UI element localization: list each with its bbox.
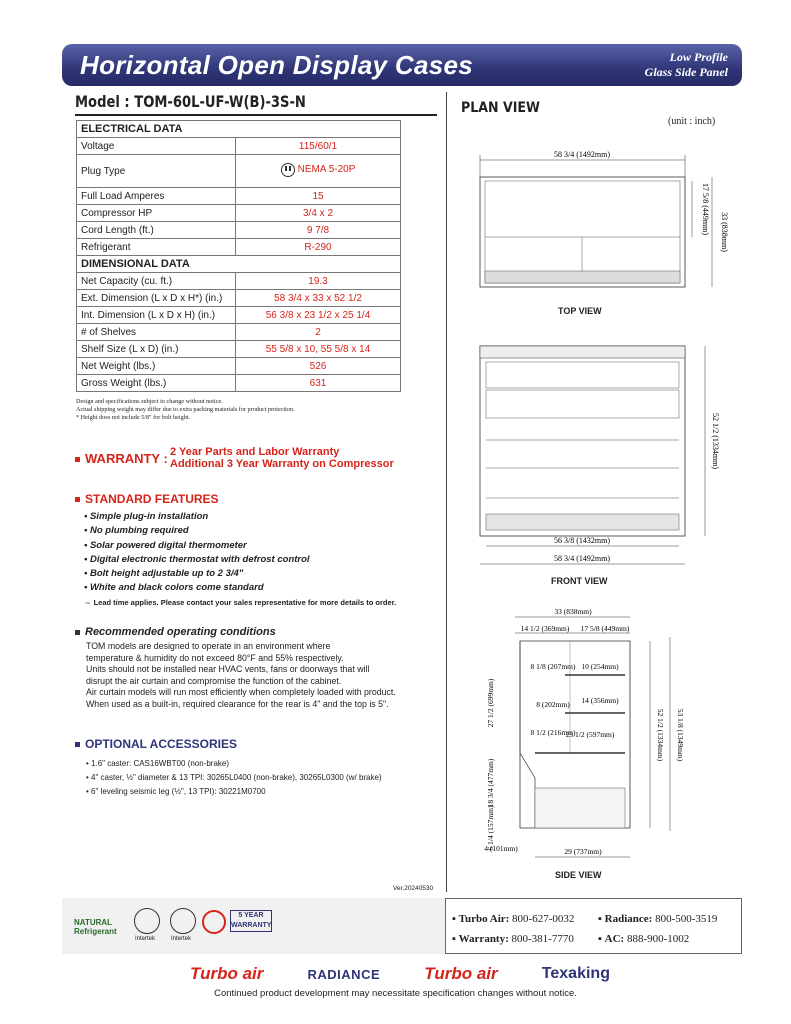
shelf-gap-1-dim: 8 1/8 (207mm): [530, 662, 576, 671]
bullet-square-icon: [75, 457, 80, 462]
spec-value: 56 3/8 x 23 1/2 x 25 1/4: [236, 307, 401, 324]
contact-item: ▪ Radiance: 800-500-3519: [598, 913, 718, 925]
spec-value: 2: [236, 324, 401, 341]
lead-time-note: ⇔ Lead time applies. Please contact your sales representative for more details to order.: [84, 597, 397, 607]
text-line: When used as a built-in, required clearance for the rear is 4" and the top is 5".: [86, 698, 389, 709]
top-depth-inner-dim: 17 5/8 (449mm): [701, 183, 710, 235]
column-divider: [446, 92, 447, 892]
front-view-caption: FRONT VIEW: [551, 576, 608, 586]
warranty-line-1: 2 Year Parts and Labor Warranty: [170, 446, 340, 458]
side-view-caption: SIDE VIEW: [555, 870, 602, 880]
side-right-h2-dim: 53 1/8 (1349mm): [676, 708, 685, 762]
spec-label: Full Load Amperes: [77, 188, 236, 205]
intertek-label: Intertek: [171, 936, 192, 942]
spec-value: 58 3/4 x 33 x 52 1/2: [236, 290, 401, 307]
spec-value: 15: [236, 188, 401, 205]
list-item: • 4" caster, ½" diameter & 13 TPI: 30265L0400 (non-brake), 30265L0300 (w/ brake): [86, 773, 382, 782]
standard-features-list: [84, 510, 396, 610]
spec-label: # of Shelves: [77, 324, 236, 341]
spec-label: Gross Weight (lbs.): [77, 375, 236, 392]
side-left-top-dim: 14 1/2 (369mm): [520, 624, 570, 633]
table-row: [77, 290, 401, 307]
table-row: [77, 358, 401, 375]
accessories-list: [86, 757, 382, 799]
note-line: * Height does not include 5/8" for bolt height.: [76, 414, 191, 421]
texaking-logo: Texaking: [541, 965, 610, 982]
spec-label: Cord Length (ft.): [77, 222, 236, 239]
contact-list: [452, 909, 717, 949]
spec-value: 631: [236, 375, 401, 392]
spec-label: Voltage: [77, 138, 236, 155]
natural-refrigerant-badge: [74, 918, 117, 936]
text-line: Air curtain models will run most efficiently when completely loaded with product.: [86, 687, 396, 698]
spec-value: 526: [236, 358, 401, 375]
spec-label: Int. Dimension (L x D x H) (in.): [77, 307, 236, 324]
dimensional-header: DIMENSIONAL DATA: [77, 256, 401, 273]
optional-accessories-heading: OPTIONAL ACCESSORIES: [75, 737, 237, 751]
five-year-warranty-badge: [230, 910, 272, 932]
badge-text: WARRANTY: [231, 922, 272, 929]
header-banner: [62, 44, 742, 86]
radiance-logo: RADIANCE: [307, 966, 381, 982]
bullet-square-icon: [75, 497, 80, 502]
subtitle-line-2: Glass Side Panel: [644, 65, 728, 79]
text-line: disrupt the air curtain and compromise the function of the cabinet.: [86, 675, 342, 686]
spec-label: Refrigerant: [77, 239, 236, 256]
side-base-offset-dim: 4 (101mm): [484, 844, 518, 853]
spec-value: 3/4 x 2: [236, 205, 401, 222]
side-left-upper-dim: 27 1/2 (699mm): [486, 678, 495, 728]
side-bottom-width-dim: 29 (737mm): [564, 847, 602, 856]
bullet-square-icon: [75, 630, 80, 635]
text-line: Units should not be installed near HVAC vents, fans or doorways that will: [86, 664, 370, 675]
side-view-drawing: [465, 603, 745, 868]
note-line: Design and specifications subject to change without notice.: [76, 398, 223, 405]
standard-features-heading: STANDARD FEATURES: [75, 492, 219, 506]
text-line: temperature & humidity do not exceed 80°F and 55% respectively.: [86, 652, 344, 663]
recommended-text: [86, 641, 446, 711]
spec-label: Shelf Size (L x D) (in.): [77, 341, 236, 358]
list-item: • 6" leveling seismic leg (½", 13 TPI): 30221M0700: [86, 787, 266, 796]
table-row: [77, 138, 401, 155]
list-item: • Bolt height adjustable up to 2 3/4": [84, 568, 244, 580]
badge-text: NATURAL: [74, 918, 113, 927]
top-view-caption: TOP VIEW: [558, 306, 602, 316]
table-row: [77, 155, 401, 188]
plug-type-value: NEMA 5-20P: [297, 164, 356, 175]
spec-value: 55 5/8 x 10, 55 5/8 x 14: [236, 341, 401, 358]
side-right-h1-dim: 52 1/2 (1334mm): [656, 708, 665, 762]
table-row: [77, 324, 401, 341]
side-right-top-dim: 17 5/8 (449mm): [580, 624, 630, 633]
bottom-disclaimer: Continued product development may necessitate specification changes without notice.: [214, 988, 577, 999]
subtitle-line-1: Low Profile: [669, 50, 728, 64]
table-row: [77, 273, 401, 290]
fine-print-notes: [76, 398, 416, 422]
spec-table: [76, 120, 401, 392]
warranty-seal-icon: [202, 910, 226, 934]
top-depth-total-dim: 33 (838mm): [720, 212, 729, 252]
text-line: TOM models are designed to operate in an environment where: [86, 641, 331, 651]
spec-label: Ext. Dimension (L x D x H*) (in.): [77, 290, 236, 307]
shelf-gap-2-dim: 8 (202mm): [536, 700, 570, 709]
spec-value: 19.3: [236, 273, 401, 290]
page-subtitle: [645, 50, 728, 80]
list-item: • 1.6" caster: CAS16WBT00 (non-brake): [86, 759, 230, 768]
model-underline: [75, 114, 437, 116]
model-number: Model : TOM-60L-UF-W(B)-3S-N: [75, 92, 306, 111]
front-view-drawing: [460, 338, 740, 573]
table-row: [77, 307, 401, 324]
shelf-depth-1-dim: 10 (254mm): [581, 662, 619, 671]
front-outer-width-dim: 58 3/4 (1492mm): [554, 554, 610, 563]
etl-sanitation-logo-icon: [170, 908, 196, 934]
spec-value: R-290: [236, 239, 401, 256]
version-label: Ver.20240530: [393, 885, 434, 892]
note-line: Actual shipping weight may differ due to extra packing materials for product protection.: [76, 406, 295, 413]
page-title: Horizontal Open Display Cases: [80, 50, 474, 80]
electrical-header: ELECTRICAL DATA: [77, 121, 401, 138]
turbo-air-logo-2: Turbo air: [424, 964, 498, 983]
front-inner-width-dim: 56 3/8 (1432mm): [554, 536, 610, 545]
table-row: [77, 341, 401, 358]
list-item: • Solar powered digital thermometer: [84, 539, 247, 551]
recommended-heading: Recommended operating conditions: [75, 626, 276, 638]
certification-strip: [62, 898, 446, 954]
list-item: • Digital electronic thermostat with defrost control: [84, 553, 310, 565]
warranty-label: WARRANTY :: [75, 451, 168, 466]
intertek-label: Intertek: [135, 936, 156, 942]
contact-item: ▪ Turbo Air: 800-627-0032: [452, 913, 575, 925]
side-top-width-dim: 33 (838mm): [554, 607, 592, 616]
table-row: [77, 205, 401, 222]
spec-label: Net Weight (lbs.): [77, 358, 236, 375]
top-width-dim: 58 3/4 (1492mm): [554, 150, 610, 159]
brand-logos: [190, 962, 610, 986]
table-row: [77, 239, 401, 256]
spec-label: Net Capacity (cu. ft.): [77, 273, 236, 290]
unit-label: (unit : inch): [668, 116, 716, 127]
plan-view-title: PLAN VIEW: [461, 100, 540, 116]
warranty-line-2: Additional 3 Year Warranty on Compressor: [170, 458, 394, 470]
spec-value: 115/60/1: [236, 138, 401, 155]
contact-item: ▪ AC: 888-900-1002: [598, 933, 690, 945]
list-item: • Simple plug-in installation: [84, 511, 209, 522]
table-row: [77, 375, 401, 392]
plug-icon: [281, 163, 295, 177]
bullet-square-icon: [75, 742, 80, 747]
side-left-base-dim: 6 1/4 (157mm): [486, 805, 495, 851]
spec-value-plug: [236, 155, 401, 188]
shelf-depth-3-dim: 23 1/2 (597mm): [565, 730, 615, 739]
contact-item: ▪ Warranty: 800-381-7770: [452, 933, 574, 945]
shelf-gap-3-dim: 8 1/2 (216mm): [530, 728, 576, 737]
etl-logo-icon: [134, 908, 160, 934]
warranty-text: [170, 446, 394, 470]
front-height-dim: 52 1/2 (1334mm): [711, 413, 720, 469]
spec-label: Plug Type: [77, 155, 236, 188]
table-row: [77, 188, 401, 205]
top-view-drawing: [460, 145, 740, 295]
spec-value: 9 7/8: [236, 222, 401, 239]
table-row: [77, 222, 401, 239]
shelf-depth-2-dim: 14 (356mm): [581, 696, 619, 705]
list-item: • No plumbing required: [84, 525, 189, 537]
side-left-lower-dim: 18 3/4 (477mm): [486, 758, 495, 808]
badge-text: Refrigerant: [74, 927, 117, 936]
turbo-air-logo: Turbo air: [190, 964, 264, 983]
list-item: • White and black colors come standard: [84, 582, 264, 594]
spec-label: Compressor HP: [77, 205, 236, 222]
badge-text: 5 YEAR: [238, 912, 264, 919]
